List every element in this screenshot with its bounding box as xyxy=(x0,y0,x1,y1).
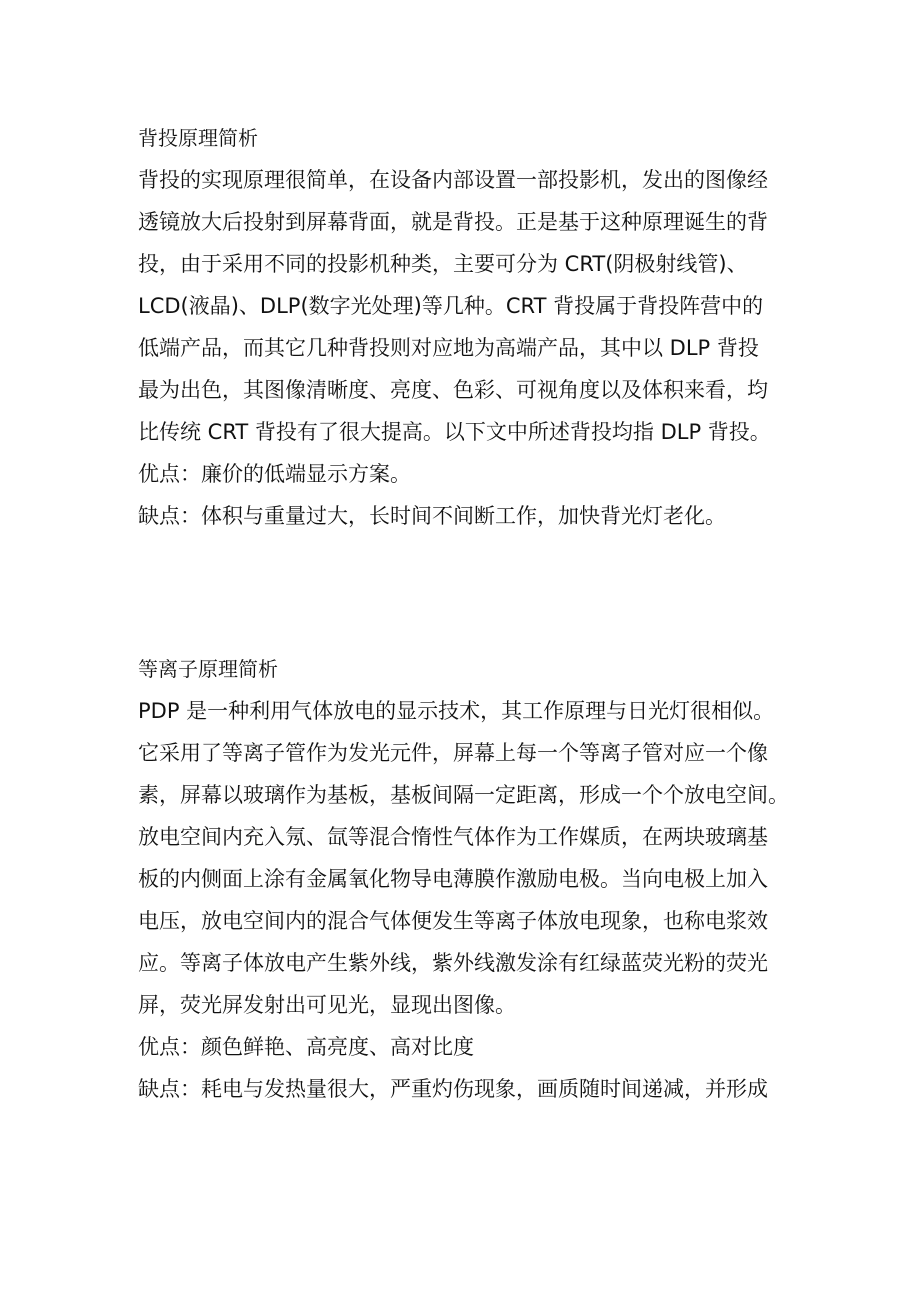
paragraph-line: 最为出色，其图像清晰度、亮度、色彩、可视角度以及体积来看，均 xyxy=(138,378,768,402)
section-plasma xyxy=(138,648,788,1110)
paragraph-line: PDP 是一种利用气体放电的显示技术，其工作原理与日光灯很相似。 xyxy=(138,699,775,723)
paragraph-line: 透镜放大后投射到屏幕背面，就是背投。正是基于这种原理诞生的背 xyxy=(138,210,768,234)
section-heading: 背投原理简析 xyxy=(138,126,258,150)
section-rear-projection xyxy=(138,117,788,537)
disadvantages-line: 缺点：体积与重量过大，长时间不间断工作，加快背光灯老化。 xyxy=(138,504,726,528)
paragraph-line: 它采用了等离子管作为发光元件，屏幕上每一个等离子管对应一个像 xyxy=(138,741,768,765)
advantages-line: 优点：廉价的低端显示方案。 xyxy=(138,462,411,486)
paragraph-line: 板的内侧面上涂有金属氧化物导电薄膜作激励电极。当向电极上加入 xyxy=(138,867,768,891)
paragraph-line: 应。等离子体放电产生紫外线，紫外线激发涂有红绿蓝荧光粉的荧光 xyxy=(138,951,768,975)
paragraph-line: 放电空间内充入氖、氙等混合惰性气体作为工作媒质，在两块玻璃基 xyxy=(138,825,768,849)
paragraph-line: 背投的实现原理很简单，在设备内部设置一部投影机，发出的图像经 xyxy=(138,168,768,192)
paragraph-line: 屏，荧光屏发射出可见光，显现出图像。 xyxy=(138,993,516,1017)
paragraph-line: 电压，放电空间内的混合气体便发生等离子体放电现象，也称电浆效 xyxy=(138,909,768,933)
paragraph-line: 素，屏幕以玻璃作为基板，基板间隔一定距离，形成一个个放电空间。 xyxy=(138,783,789,807)
advantages-line: 优点：颜色鲜艳、高亮度、高对比度 xyxy=(138,1035,474,1059)
disadvantages-line: 缺点：耗电与发热量很大，严重灼伤现象，画质随时间递减，并形成 xyxy=(138,1077,768,1101)
paragraph-line: LCD(液晶)、DLP(数字光处理)等几种。CRT 背投属于背投阵营中的 xyxy=(138,294,764,318)
paragraph-line: 投，由于采用不同的投影机种类，主要可分为 CRT(阴极射线管)、 xyxy=(138,252,748,276)
section-heading: 等离子原理简析 xyxy=(138,657,278,681)
paragraph-line: 比传统 CRT 背投有了很大提高。以下文中所述背投均指 DLP 背投。 xyxy=(138,420,771,444)
paragraph-line: 低端产品，而其它几种背投则对应地为高端产品，其中以 DLP 背投 xyxy=(138,336,759,360)
